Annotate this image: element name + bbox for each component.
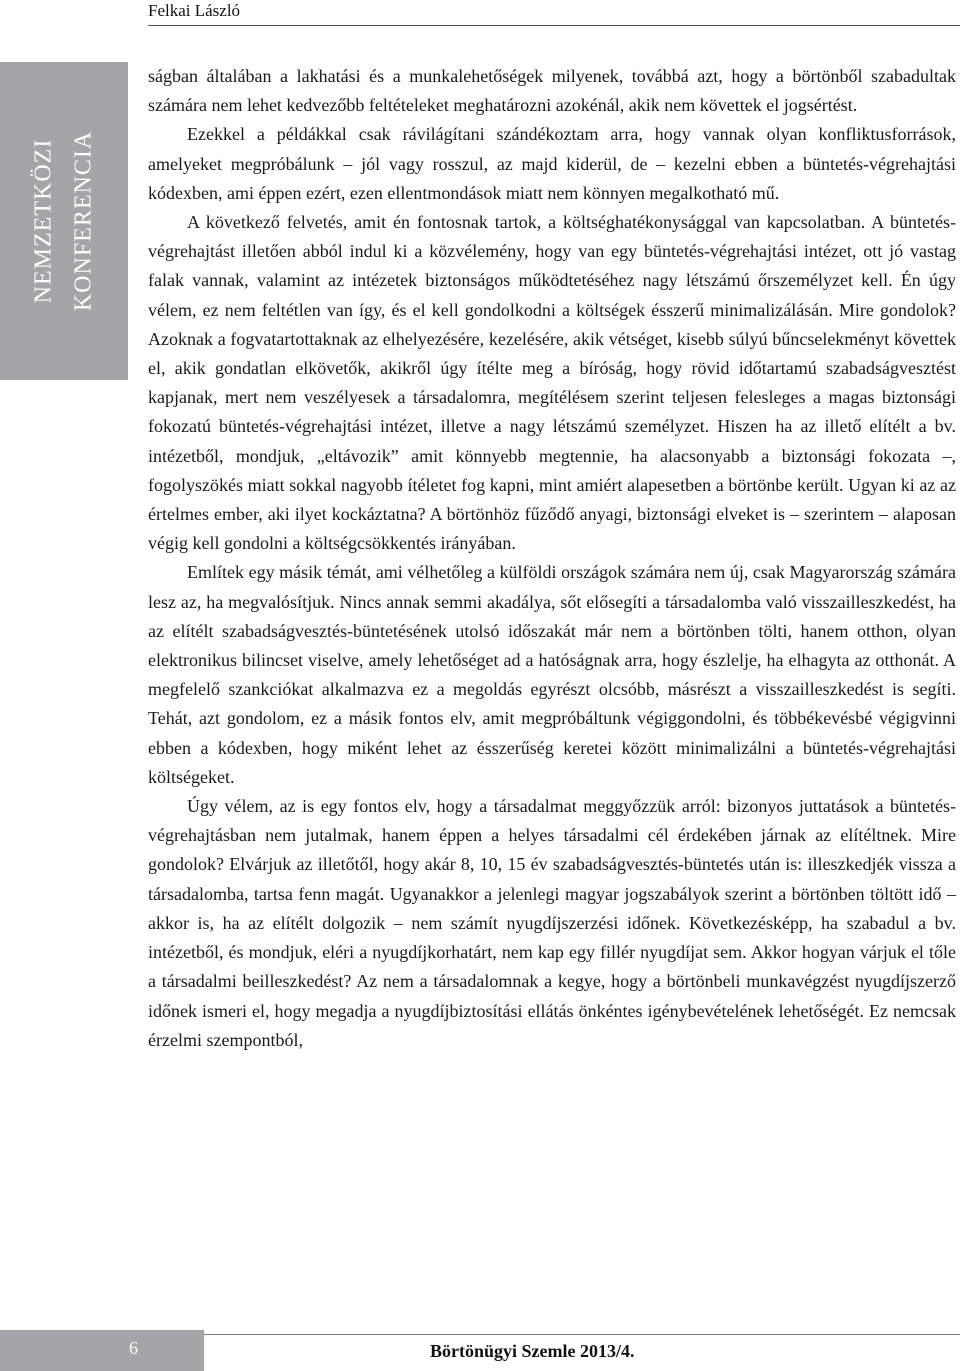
- footer-band: [0, 1330, 204, 1371]
- footer-rule: [204, 1334, 960, 1335]
- paragraph-3: A következő felvetés, amit én fontosnak tartok, a költséghatékonysággal van kapcsolatban. A büntetés-végrehajtást illetően abból indul ki a közvélemény, hogy van egy büntetés-végrehajtási intézet, ott jó vastag falak vannak, valamint az intézetek biztonságos működtetéséhez nagy létszámú őrszemélyzet kell. Én úgy vélem, ez nem feltétlen van így, és el kell gondolkodni a költségek ésszerű minimalizálásán. Mire gondolok? Azoknak a fogvatartottaknak az elhelyezésére, kezelésére, akik vétséget, kisebb súlyú bűncselekményt követtek el, akik gondatlan elkövetők, akikről úgy ítélte meg a bíróság, hogy rövid időtartamú szabadságvesztést kapjanak, mert nem veszélyesek a társadalomra, megítélésem szerint teljesen felesleges a magas biztonsági fokozatú büntetés-végrehajtási intézet, illetve a nagy létszámú személyzet. Hiszen ha az illető elítélt a bv. intézetből, mondjuk, „eltávozik” amit könnyebb megtennie, ha alacsonyabb a biztonsági fokozata –, fogolyszökés miatt sokkal nagyobb ítéletet fog kapni, mint amiért alapesetben a börtönbe került. Ugyan ki az az értelmes ember, aki ilyet kockáztatna? A börtönhöz fűződő anyagi, biztonsági elveket is – szerintem – alaposan végig kell gondolni a költségcsökkentés irányában.: [148, 212, 956, 554]
- header-rule: [148, 25, 960, 26]
- paragraph-2: Ezekkel a példákkal csak rávilágítani szándékoztam arra, hogy vannak olyan konfliktusforrások, amelyeket megpróbálunk – jól vagy rosszul, az majd kiderül, de – kezelni ebben a büntetés-végrehajtási kódexben, ami éppen ezért, ezen ellentmondások miatt nem könnyen megalkotható mű.: [148, 124, 956, 203]
- paragraph-4: Említek egy másik témát, ami vélhetőleg a külföldi országok számára nem új, csak Magyarország számára lesz az, ha megvalósítjuk. Nincs annak semmi akadálya, sőt elősegíti a társadalomba való visszailleszkedést, ha az elítélt szabadságvesztés-büntetésének utolsó időszakát már nem a börtönben tölti, hanem otthon, olyan elektronikus bilincset viselve, amely lehetőséget ad a hatóságnak arra, hogy észlelje, ha elhagyta az otthonát. A megfelelő szankciókat alkalmazva ez a megoldás egyrészt olcsóbb, másrészt a visszailleszkedést is segíti. Tehát, azt gondolom, ez a másik fontos elv, amit megpróbáltunk végiggondolni, és többékevésbé végigvinni ebben a kódexben, hogy miként lehet az ésszerűség keretei között minimalizálni a büntetés-végrehajtási költségeket.: [148, 562, 956, 787]
- journal-title: Börtönügyi Szemle 2013/4.: [430, 1341, 635, 1361]
- sidebar-title-line2: KONFERENCIA: [70, 130, 97, 312]
- paragraph-1: ságban általában a lakhatási és a munkalehetőségek milyenek, továbbá azt, hogy a börtönből szabadultak számára nem lehet kedvezőbb feltételeket meghatározni azokénál, akik nem követtek el jogsértést.: [148, 66, 956, 116]
- sidebar-title-line1: NEMZETKÖZI: [30, 138, 57, 304]
- sidebar-title: [0, 62, 128, 380]
- page-number: 6: [129, 1338, 138, 1358]
- article-body: [148, 62, 956, 1055]
- running-head-author: Felkai László: [148, 1, 241, 20]
- paragraph-5: Úgy vélem, az is egy fontos elv, hogy a társadalmat meggyőzzük arról: bizonyos juttatások a büntetés-végrehajtásban nem jutalmak, hanem éppen a helyes társadalmi cél érdekében járnak az elítéltnek. Mire gondolok? Elvárjuk az illetőtől, hogy akár 8, 10, 15 év szabadságvesztés-büntetés után is: illeszkedjék vissza a társadalomba, tartsa fenn magát. Ugyanakkor a jelenlegi magyar jogszabályok szerint a börtönben töltött idő – akkor is, ha az elítélt dolgozik – nem számít nyugdíjszerzési időnek. Következésképp, ha szabadul a bv. intézetből, és mondjuk, eléri a nyugdíjkorhatárt, nem kap egy fillér nyugdíjat sem. Akkor hogyan várjuk el tőle a társadalmi beilleszkedést? Az nem a társadalomnak a kegye, hogy a börtönbeli munkavégzést nyugdíjszerző időnek ismeri el, hogy megadja a nyugdíjbiztosítási ellátás önkéntes igénybevételének lehetőségét. Ez nemcsak érzelmi szempontból,: [148, 796, 956, 1050]
